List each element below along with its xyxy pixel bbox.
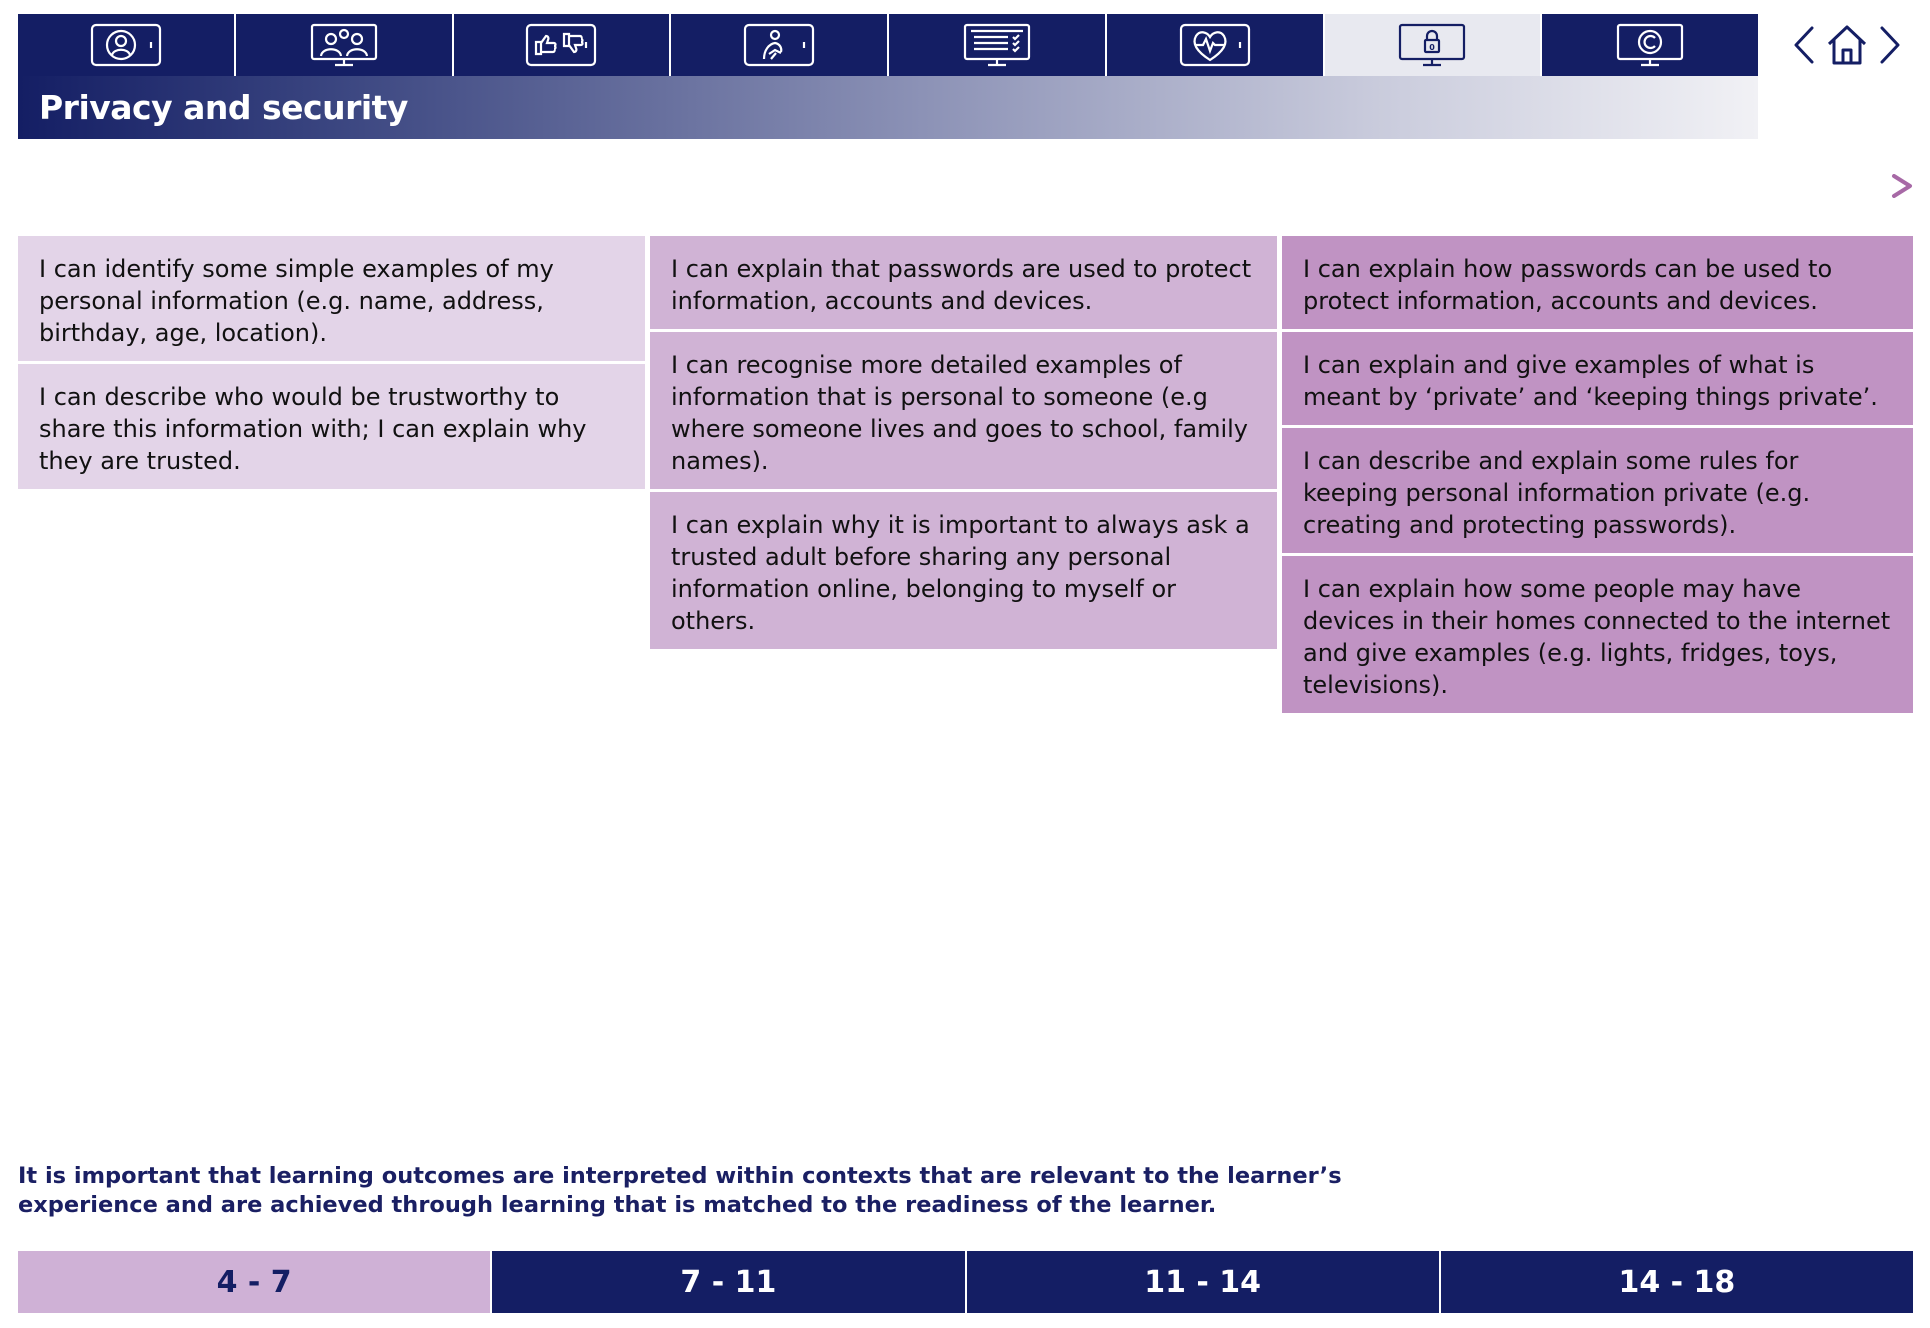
tab-managing-online-information[interactable]	[889, 14, 1107, 76]
category-tab-bar	[18, 14, 1758, 76]
outcome-cell: I can explain that passwords are used to protect information, accounts and devices.	[650, 236, 1277, 332]
outcome-cell: I can explain how some people may have devices in their homes connected to the internet and give examples (e.g. lights, fridges, toys, televisions).	[1282, 556, 1913, 716]
tab-online-bullying[interactable]	[671, 14, 889, 76]
outcomes-column-3	[1282, 236, 1913, 716]
age-tab-7-11[interactable]: 7 - 11	[492, 1251, 966, 1313]
health-wellbeing-icon	[1178, 22, 1252, 68]
tab-online-relationships[interactable]	[236, 14, 454, 76]
page-navigation	[1790, 22, 1904, 68]
privacy-security-icon	[1395, 22, 1469, 68]
copyright-ownership-icon	[1613, 22, 1687, 68]
svg-text:0: 0	[1429, 43, 1436, 52]
outcomes-column-2	[650, 236, 1277, 652]
chevron-right-icon	[1876, 22, 1904, 68]
outcome-cell: I can explain how passwords can be used to protect information, accounts and devices.	[1282, 236, 1913, 332]
managing-online-information-icon	[960, 22, 1034, 68]
footer-note: It is important that learning outcomes are interpreted within contexts that are relevant to the learner’s experience and are achieved through learning that is matched to the readiness of the learner.	[18, 1163, 1342, 1218]
age-range-tabs	[18, 1251, 1913, 1313]
outcome-cell: I can explain why it is important to always ask a trusted adult before sharing any personal information online, belonging to myself or others.	[650, 492, 1277, 652]
online-relationships-icon	[307, 22, 381, 68]
tab-privacy-security[interactable]	[1325, 14, 1543, 76]
next-page-button[interactable]	[1876, 22, 1904, 68]
outcomes-column-1	[18, 236, 645, 492]
outcome-cell: I can explain and give examples of what is meant by ‘private’ and ‘keeping things private’.	[1282, 332, 1913, 428]
outcome-cell: I can describe who would be trustworthy to share this information with; I can explain why they are trusted.	[18, 364, 645, 492]
previous-page-button[interactable]	[1790, 22, 1818, 68]
page-title: Privacy and security	[39, 88, 408, 127]
self-image-icon	[89, 22, 163, 68]
age-tab-4-7[interactable]: 4 - 7	[18, 1251, 492, 1313]
online-reputation-icon	[524, 22, 598, 68]
outcome-cell: I can recognise more detailed examples of information that is personal to someone (e.g where someone lives and goes to school, family names).	[650, 332, 1277, 492]
progression-arrow	[18, 174, 1913, 198]
home-icon	[1824, 22, 1870, 68]
age-tab-11-14[interactable]: 11 - 14	[967, 1251, 1441, 1313]
chevron-left-icon	[1790, 22, 1818, 68]
home-button[interactable]	[1824, 22, 1870, 68]
outcome-cell: I can identify some simple examples of my personal information (e.g. name, address, birthday, age, location).	[18, 236, 645, 364]
online-bullying-icon	[742, 22, 816, 68]
outcome-cell: I can describe and explain some rules for keeping personal information private (e.g. creating and protecting passwords).	[1282, 428, 1913, 556]
tab-copyright-ownership[interactable]	[1542, 14, 1758, 76]
tab-online-reputation[interactable]	[454, 14, 672, 76]
tab-self-image[interactable]	[18, 14, 236, 76]
tab-health-wellbeing[interactable]	[1107, 14, 1325, 76]
age-tab-14-18[interactable]: 14 - 18	[1441, 1251, 1913, 1313]
title-band	[18, 76, 1758, 139]
